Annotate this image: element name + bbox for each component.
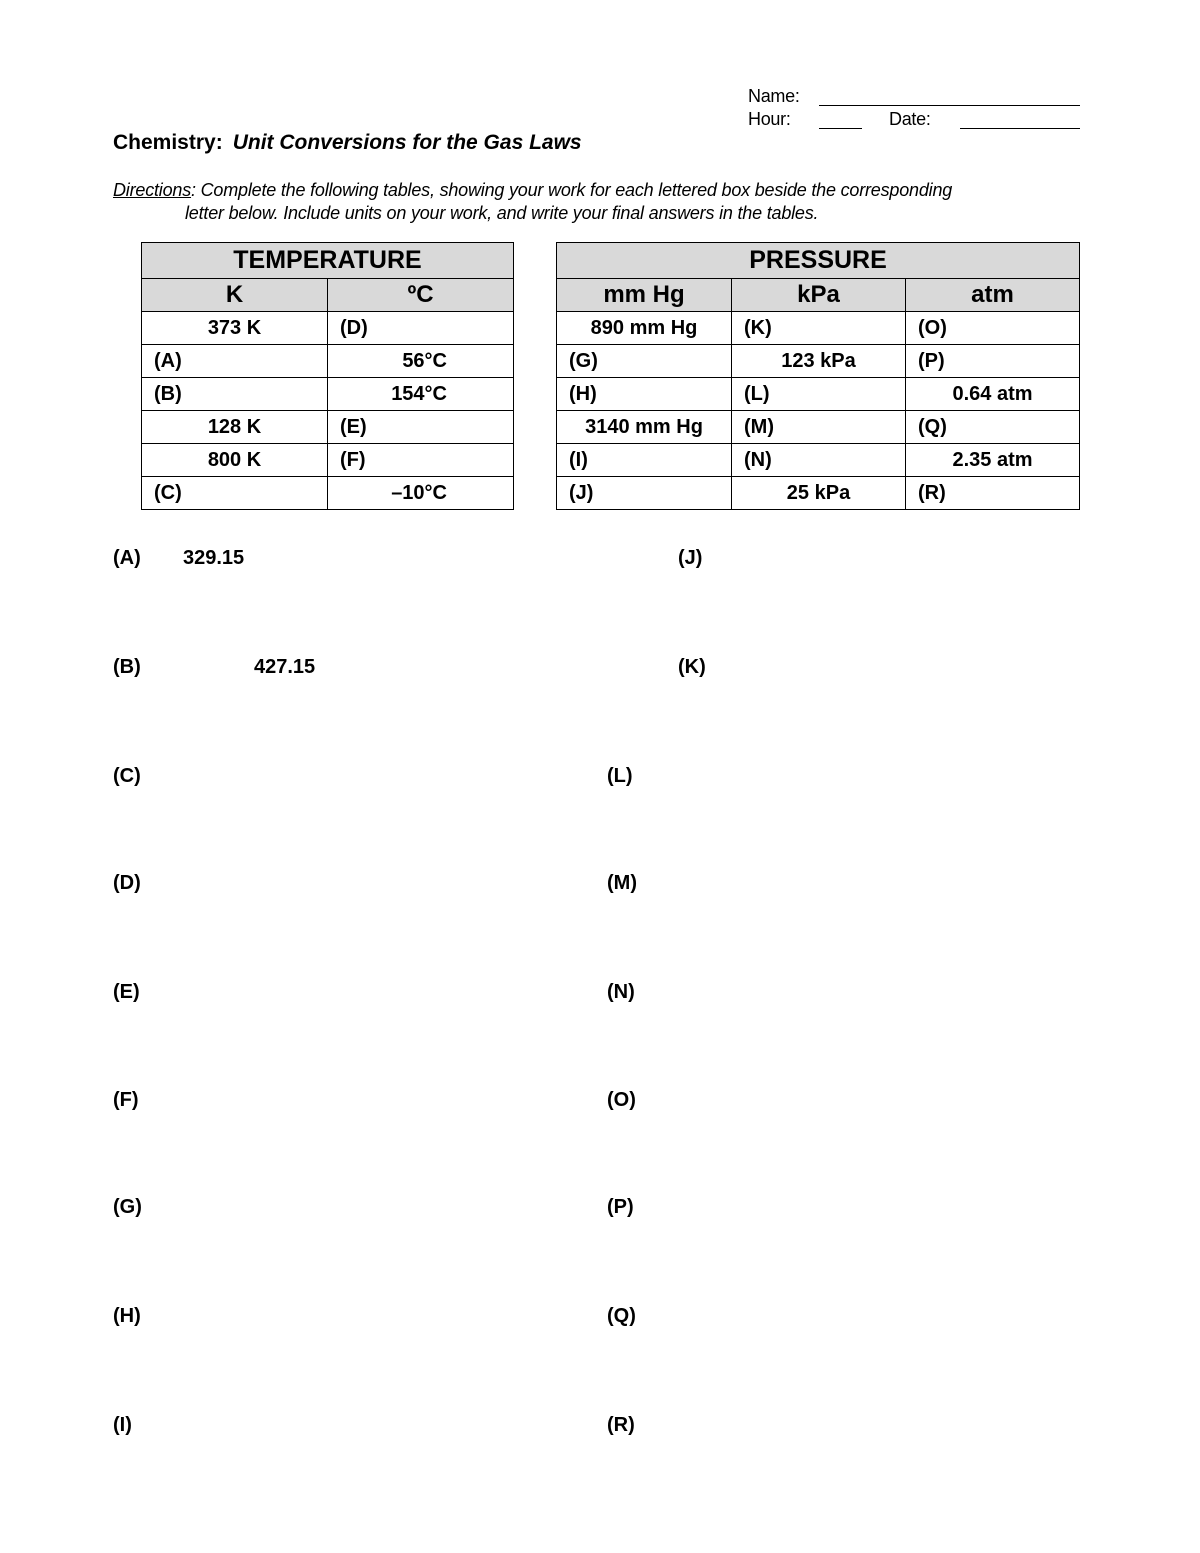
directions-text-line2: letter below. Include units on your work, and write your final answers in the tables. (185, 203, 819, 223)
table-row (557, 378, 1080, 411)
work-label-i: (I) (113, 1414, 132, 1436)
name-label: Name: (748, 86, 800, 106)
date-label: Date: (889, 109, 931, 129)
pres-cell: 3140 mm Hg (557, 411, 732, 444)
table-row (557, 477, 1080, 510)
work-label-n: (N) (607, 981, 635, 1003)
temperature-table-title: TEMPERATURE (142, 243, 514, 279)
work-label-c: (C) (113, 765, 141, 787)
pres-cell-blank[interactable]: (N) (732, 444, 906, 477)
work-label-k: (K) (678, 656, 706, 678)
pres-cell-blank[interactable]: (K) (732, 312, 906, 345)
table-row (142, 411, 514, 444)
hour-field[interactable] (819, 128, 862, 129)
work-label-l: (L) (607, 765, 633, 787)
pressure-table (556, 242, 1080, 510)
work-label-g: (G) (113, 1196, 142, 1218)
pres-cell: 2.35 atm (906, 444, 1080, 477)
pressure-col-mmhg: mm Hg (557, 279, 732, 312)
date-field[interactable] (960, 128, 1080, 129)
temp-cell: 56°C (328, 345, 514, 378)
name-field[interactable] (819, 105, 1080, 106)
pres-cell-blank[interactable]: (H) (557, 378, 732, 411)
temp-cell-blank[interactable]: (E) (328, 411, 514, 444)
work-label-e: (E) (113, 981, 140, 1003)
table-row (142, 477, 514, 510)
work-label-p: (P) (607, 1196, 634, 1218)
temp-cell: 800 K (142, 444, 328, 477)
temperature-table (141, 242, 514, 510)
pres-cell: 0.64 atm (906, 378, 1080, 411)
temp-cell-blank[interactable]: (F) (328, 444, 514, 477)
pres-cell: 25 kPa (732, 477, 906, 510)
title-topic: Unit Conversions for the Gas Laws (232, 131, 582, 154)
work-answer-b[interactable]: 427.15 (254, 656, 316, 678)
temp-cell-blank[interactable]: (B) (142, 378, 328, 411)
pressure-col-atm: atm (906, 279, 1080, 312)
temp-cell-blank[interactable]: (A) (142, 345, 328, 378)
pressure-col-kpa: kPa (732, 279, 906, 312)
work-label-f: (F) (113, 1089, 139, 1111)
pres-cell-blank[interactable]: (J) (557, 477, 732, 510)
work-label-m: (M) (607, 872, 637, 894)
table-row (557, 312, 1080, 345)
work-label-q: (Q) (607, 1305, 636, 1327)
table-row (557, 444, 1080, 477)
pres-cell-blank[interactable]: (M) (732, 411, 906, 444)
pres-cell-blank[interactable]: (R) (906, 477, 1080, 510)
work-label-d: (D) (113, 872, 141, 894)
table-row (557, 411, 1080, 444)
work-label-o: (O) (607, 1089, 636, 1111)
temp-cell: 128 K (142, 411, 328, 444)
temp-cell: –10°C (328, 477, 514, 510)
work-label-r: (R) (607, 1414, 635, 1436)
temp-cell-blank[interactable]: (C) (142, 477, 328, 510)
pres-cell: 123 kPa (732, 345, 906, 378)
pres-cell-blank[interactable]: (O) (906, 312, 1080, 345)
table-row (557, 345, 1080, 378)
work-label-h: (H) (113, 1305, 141, 1327)
directions-label: Directions (113, 180, 192, 200)
table-row (142, 444, 514, 477)
pres-cell-blank[interactable]: (P) (906, 345, 1080, 378)
pressure-table-title: PRESSURE (557, 243, 1080, 279)
pres-cell: 890 mm Hg (557, 312, 732, 345)
pres-cell-blank[interactable]: (I) (557, 444, 732, 477)
pres-cell-blank[interactable]: (G) (557, 345, 732, 378)
directions-text-line1: : Complete the following tables, showing your work for each lettered box beside the corresponding (191, 180, 953, 200)
pres-cell-blank[interactable]: (L) (732, 378, 906, 411)
page-title (113, 131, 582, 155)
temperature-col-k: K (142, 279, 328, 312)
work-label-b: (B) (113, 656, 141, 678)
table-row (142, 312, 514, 345)
work-answer-a[interactable]: 329.15 (183, 547, 245, 569)
table-row (142, 345, 514, 378)
temperature-col-c: ºC (328, 279, 514, 312)
temp-cell: 154°C (328, 378, 514, 411)
pres-cell-blank[interactable]: (Q) (906, 411, 1080, 444)
work-label-j: (J) (678, 547, 703, 569)
work-label-a: (A) (113, 547, 141, 569)
table-row (142, 378, 514, 411)
hour-label: Hour: (748, 109, 791, 129)
temp-cell-blank[interactable]: (D) (328, 312, 514, 345)
temp-cell: 373 K (142, 312, 328, 345)
title-subject: Chemistry: (113, 131, 223, 154)
directions (113, 179, 1073, 225)
